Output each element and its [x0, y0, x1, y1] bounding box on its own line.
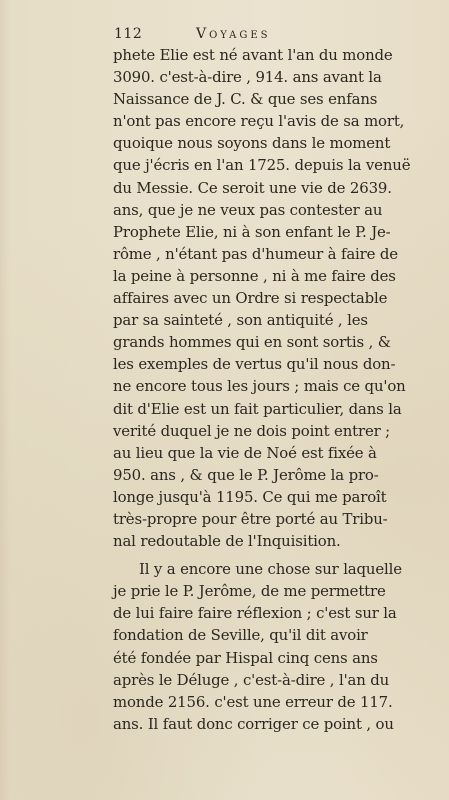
text-line: ans. Il faut donc corriger ce point , ou	[113, 714, 394, 733]
text-line: grands hommes qui en sont sortis , &	[113, 333, 391, 352]
text-line: après le Déluge , c'est-à-dire , l'an du	[113, 670, 390, 689]
body-text	[113, 44, 449, 735]
running-title: Voyages	[196, 26, 271, 42]
text-line: 950. ans , & que le P. Jerôme la pro-	[113, 465, 379, 484]
text-line: par sa sainteté , son antiquité , les	[113, 311, 368, 330]
text-line: du Messie. Ce seroit une vie de 2639.	[113, 178, 392, 197]
text-line: quoique nous soyons dans le moment	[113, 134, 391, 153]
text-line: nal redoutable de l'Inquisition.	[113, 532, 341, 551]
text-line: Prophete Elie, ni à son enfant le P. Je-	[113, 222, 391, 241]
text-line: que j'écris en l'an 1725. depuis la venuë	[113, 156, 411, 175]
text-line: n'ont pas encore reçu l'avis de sa mort,	[113, 112, 405, 131]
text-line: verité duquel je ne dois point entrer ;	[113, 421, 391, 440]
text-line: affaires avec un Ordre si respectable	[113, 289, 388, 308]
text-line: les exemples de vertus qu'il nous don-	[113, 355, 396, 374]
text-line: je prie le P. Jerôme, de me permettre	[113, 582, 386, 601]
page-number: 112	[114, 26, 143, 42]
text-line: Il y a encore une chose sur laquelle	[139, 560, 402, 579]
text-line: 3090. c'est-à-dire , 914. ans avant la	[113, 68, 382, 87]
text-line: ne encore tous les jours ; mais ce qu'on	[113, 377, 406, 396]
text-line: de lui faire faire réflexion ; c'est sur la	[113, 604, 397, 623]
text-line: monde 2156. c'est une erreur de 117.	[113, 692, 393, 711]
text-line: ans, que je ne veux pas contester au	[113, 200, 383, 219]
text-line: Naissance de J. C. & que ses enfans	[113, 90, 378, 109]
text-line: au lieu que la vie de Noé est fixée à	[113, 443, 377, 462]
text-line: dit d'Elie est un fait particulier, dans la	[113, 399, 402, 418]
paragraph	[113, 558, 449, 735]
text-line: rôme , n'étant pas d'humeur à faire de	[113, 244, 398, 263]
running-head	[114, 26, 350, 44]
text-line: la peine à personne , ni à me faire des	[113, 266, 396, 285]
text-line: phete Elie est né avant l'an du monde	[113, 46, 393, 64]
text-line: longe jusqu'à 1195. Ce qui me paroît	[113, 487, 387, 506]
text-line: très-propre pour être porté au Tribu-	[113, 509, 388, 528]
paragraph	[113, 44, 449, 552]
text-line: fondation de Seville, qu'il dit avoir	[113, 626, 368, 645]
text-line: été fondée par Hispal cinq cens ans	[113, 648, 378, 667]
